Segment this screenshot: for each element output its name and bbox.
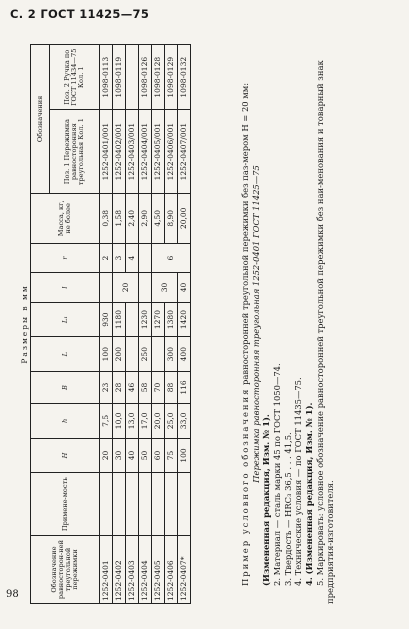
cell-l: 30: [152, 273, 178, 302]
cell-pos1: 1252-0404/001: [139, 110, 152, 193]
cell-mass: 0,38: [100, 193, 113, 243]
cell-h: 7,5: [100, 404, 113, 439]
cell-l: [100, 273, 113, 302]
cell-r: [139, 243, 152, 272]
cell-L1: 1180: [113, 302, 126, 337]
col-header-mass: Масса, кг, не более: [31, 193, 100, 243]
cell-L: [126, 337, 139, 372]
note-item: (Измененная редакция, Изм. № 1).: [261, 414, 272, 586]
cell-h: 20,0: [152, 404, 165, 439]
cell-code: 1252-0405: [152, 536, 165, 604]
cell-pos2: 1098-0113: [100, 45, 113, 110]
example-paragraph: [240, 44, 251, 604]
page-header: С. 2 ГОСТ 11425—75: [10, 7, 150, 21]
cell-applicability: [165, 473, 178, 536]
cell-B: 23: [100, 371, 113, 403]
col-header-B: B: [31, 371, 100, 403]
cell-pos1: 1252-0405/001: [152, 110, 165, 193]
cell-code: 1252-0401: [100, 536, 113, 604]
cell-applicability: [139, 473, 152, 536]
cell-H: 20: [100, 438, 113, 473]
table-row: [100, 45, 113, 604]
cell-h: 13,0: [126, 404, 139, 439]
example-lead: Пример условного обозначения: [240, 387, 250, 586]
cell-r: 2: [100, 243, 113, 272]
cell-L1: 1270: [152, 302, 165, 337]
table-header-row: [31, 45, 50, 604]
cell-r: 4: [126, 243, 139, 272]
cell-L: 250: [139, 337, 152, 372]
cell-mass: 20,00: [178, 193, 191, 243]
col-header-designation: Обозначение равносторон-ней треугольной пережимки: [31, 536, 100, 604]
cell-pos2: [126, 45, 139, 110]
table-row: [152, 45, 165, 604]
table-row: [113, 45, 126, 604]
cell-H: 50: [139, 438, 152, 473]
cell-pos2: 1098-0129: [165, 45, 178, 110]
cell-pos2: 1098-0128: [152, 45, 165, 110]
size-caption: Размеры в мм: [20, 284, 29, 364]
table-row: [178, 45, 191, 604]
cell-H: 40: [126, 438, 139, 473]
cell-mass: 1,58: [113, 193, 126, 243]
cell-B: 88: [165, 371, 178, 403]
cell-L: 400: [178, 337, 191, 372]
cell-code: 1252-0406: [165, 536, 178, 604]
cell-mass: 8,90: [165, 193, 178, 243]
example-designation: Пережимка равносторонняя треугольная 1252-0401 ГОСТ 11425—75: [250, 165, 261, 483]
table-row: [139, 45, 152, 604]
cell-h: 17,0: [139, 404, 152, 439]
cell-l: [139, 273, 152, 302]
cell-H: 60: [152, 438, 165, 473]
cell-h: 33,0: [178, 404, 191, 439]
note-item: 2. Материал — сталь марки 45 по ГОСТ 1050—74.: [272, 363, 283, 586]
cell-code: 1252-0402: [113, 536, 126, 604]
col-header-pos2: Поз. 2 Ручка по ГОСТ 11434—75 Кол. 1: [50, 45, 100, 110]
cell-H: 100: [178, 438, 191, 473]
page-number: 98: [6, 589, 19, 600]
cell-H: 30: [113, 438, 126, 473]
col-header-designations-group: Обозначения: [31, 45, 50, 194]
cell-applicability: [152, 473, 165, 536]
note-item: 4. (Измененная редакция, Изм. № 1).: [304, 402, 315, 586]
cell-pos2: 1098-0126: [139, 45, 152, 110]
example-text: равносторонней треугольной пережимки без паз-мером H = 20 мм:: [240, 82, 250, 385]
cell-applicability: [178, 473, 191, 536]
table-row: [165, 45, 178, 604]
col-header-r: r: [31, 243, 100, 272]
cell-L: [152, 337, 165, 372]
cell-pos2: 1098-0119: [113, 45, 126, 110]
cell-L: 100: [100, 337, 113, 372]
cell-code: 1252-0407*: [178, 536, 191, 604]
cell-pos1: 1252-0406/001: [165, 110, 178, 193]
cell-pos1: 1252-0402/001: [113, 110, 126, 193]
cell-h: 10,0: [113, 404, 126, 439]
dimensions-table: [30, 44, 191, 604]
note-item: 5. Маркировать: условное обозначение равносторонней треугольной пережимки без наи-менования и товарный знак предприятия-изготовителя.: [314, 60, 336, 604]
cell-pos1: 1252-0407/001: [178, 110, 191, 193]
cell-L1: 1380: [165, 302, 178, 337]
col-header-L1: L₁: [31, 302, 100, 337]
cell-H: 75: [165, 438, 178, 473]
notes-block: [240, 44, 336, 604]
note-item: 4. Технические условия — по ГОСТ 11435—75.: [293, 377, 304, 586]
cell-B: 70: [152, 371, 165, 403]
cell-mass: 4,50: [152, 193, 165, 243]
cell-B: 46: [126, 371, 139, 403]
note-item: 3. Твердость — HRC₃ 36,5 . . . 41,5.: [282, 432, 293, 586]
cell-L1: [126, 302, 139, 337]
col-header-applicability: Примене-мость: [31, 473, 100, 536]
col-header-L: L: [31, 337, 100, 372]
cell-L1: 1420: [178, 302, 191, 337]
cell-B: 28: [113, 371, 126, 403]
rotated-page-content: [20, 44, 392, 604]
cell-applicability: [100, 473, 113, 536]
cell-l: 20: [113, 273, 139, 302]
cell-code: 1252-0404: [139, 536, 152, 604]
cell-B: 116: [178, 371, 191, 403]
col-header-H: H: [31, 438, 100, 473]
cell-B: 58: [139, 371, 152, 403]
cell-r: 3: [113, 243, 126, 272]
col-header-pos1: Поз. 1 Пережимка равносторонняя треугольная Кол. 1: [50, 110, 100, 193]
cell-applicability: [126, 473, 139, 536]
cell-pos1: 1252-0403/001: [126, 110, 139, 193]
cell-mass: 2,40: [126, 193, 139, 243]
col-header-l: l: [31, 273, 100, 302]
cell-L1: 930: [100, 302, 113, 337]
cell-r: 6: [152, 243, 191, 272]
cell-code: 1252-0403: [126, 536, 139, 604]
cell-applicability: [113, 473, 126, 536]
cell-h: 25,0: [165, 404, 178, 439]
cell-L1: 1230: [139, 302, 152, 337]
cell-pos1: 1252-0401/001: [100, 110, 113, 193]
table-row: [126, 45, 139, 604]
cell-mass: 2,90: [139, 193, 152, 243]
col-header-h: h: [31, 404, 100, 439]
cell-l: 40: [178, 273, 191, 302]
cell-pos2: 1098-0132: [178, 45, 191, 110]
cell-L: 200: [113, 337, 126, 372]
cell-L: 300: [165, 337, 178, 372]
